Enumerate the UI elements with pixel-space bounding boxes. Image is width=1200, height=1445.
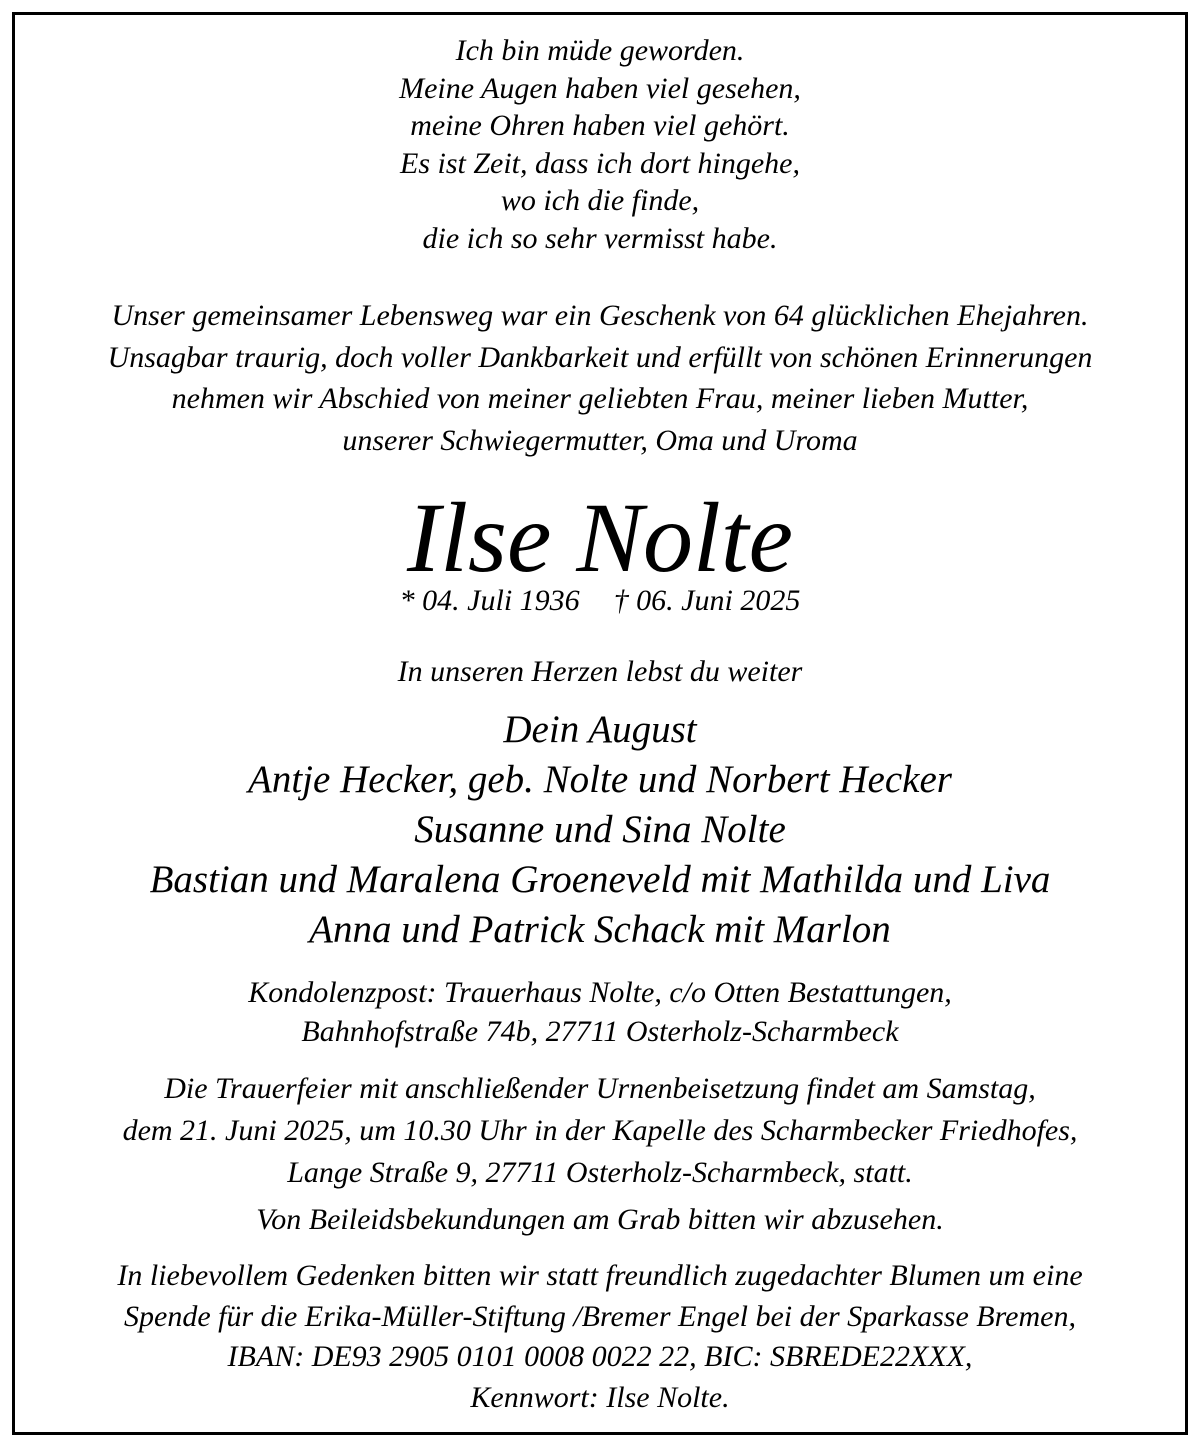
intro-line: unserer Schwiegermutter, Oma und Uroma — [342, 423, 858, 457]
funeral-ceremony-info — [15, 1068, 1185, 1194]
mourner-line: Anna und Patrick Schack mit Marlon — [309, 908, 891, 951]
ceremony-line: Lange Straße 9, 27711 Osterholz-Scharmbeck, statt. — [287, 1156, 913, 1189]
poem — [15, 32, 1185, 257]
motto — [15, 652, 1185, 692]
grave-note-text: Von Beileidsbekundungen am Grab bitten wir abzusehen. — [256, 1203, 944, 1236]
poem-line: Meine Augen haben viel gesehen, — [399, 71, 801, 105]
intro-line: nehmen wir Abschied von meiner geliebten Frau, meiner lieben Mutter, — [171, 382, 1029, 415]
intro-line: Unser gemeinsamer Lebensweg war ein Geschenk von 64 glücklichen Ehejahren. — [111, 299, 1089, 332]
poem-line: Ich bin müde geworden. — [455, 34, 745, 67]
condolence-address — [15, 973, 1185, 1051]
birth-date: * 04. Juli 1936 — [399, 584, 580, 617]
mourner-line: Dein August — [503, 708, 697, 751]
grave-note — [15, 1200, 1185, 1240]
intro-paragraph — [15, 295, 1185, 461]
mourner-line: Susanne und Sina Nolte — [414, 808, 786, 851]
mourner-line: Bastian und Maralena Groeneveld mit Mathilda und Liva — [149, 858, 1051, 901]
poem-line: Es ist Zeit, dass ich dort hingehe, — [400, 146, 800, 180]
ceremony-line: dem 21. Juni 2025, um 10.30 Uhr in der Kapelle des Scharmbecker Friedhofes, — [122, 1114, 1078, 1147]
death-date: † 06. Juni 2025 — [613, 584, 801, 617]
poem-line: meine Ohren haben viel gehört. — [410, 109, 790, 142]
mourner-line: Antje Hecker, geb. Nolte und Norbert Hecker — [248, 758, 952, 801]
donation-line: IBAN: DE93 2905 0101 0008 0022 22, BIC: SBREDE22XXX, — [227, 1340, 973, 1373]
mourners-list — [15, 705, 1185, 955]
donation-line: Kennwort: Ilse Nolte. — [470, 1380, 730, 1414]
life-dates — [15, 581, 1185, 621]
intro-line: Unsagbar traurig, doch voller Dankbarkeit und erfüllt von schönen Erinnerungen — [107, 340, 1093, 374]
donation-line: In liebevollem Gedenken bitten wir statt freundlich zugedachter Blumen um eine — [117, 1259, 1083, 1292]
poem-line: die ich so sehr vermisst habe. — [422, 221, 778, 255]
condolence-line: Bahnhofstraße 74b, 27711 Osterholz-Scharmbeck — [301, 1015, 899, 1048]
motto-text: In unseren Herzen lebst du weiter — [397, 655, 803, 688]
donation-request — [15, 1256, 1185, 1418]
condolence-line: Kondolenzpost: Trauerhaus Nolte, c/o Otten Bestattungen, — [248, 976, 952, 1009]
ceremony-line: Die Trauerfeier mit anschließender Urnenbeisetzung findet am Samstag, — [164, 1072, 1036, 1105]
deceased-name-text: Ilse Nolte — [406, 482, 794, 593]
poem-line: wo ich die finde, — [500, 184, 700, 217]
deceased-name — [15, 478, 1185, 598]
donation-line: Spende für die Erika-Müller-Stiftung /Bremer Engel bei der Sparkasse Bremen, — [124, 1299, 1076, 1333]
